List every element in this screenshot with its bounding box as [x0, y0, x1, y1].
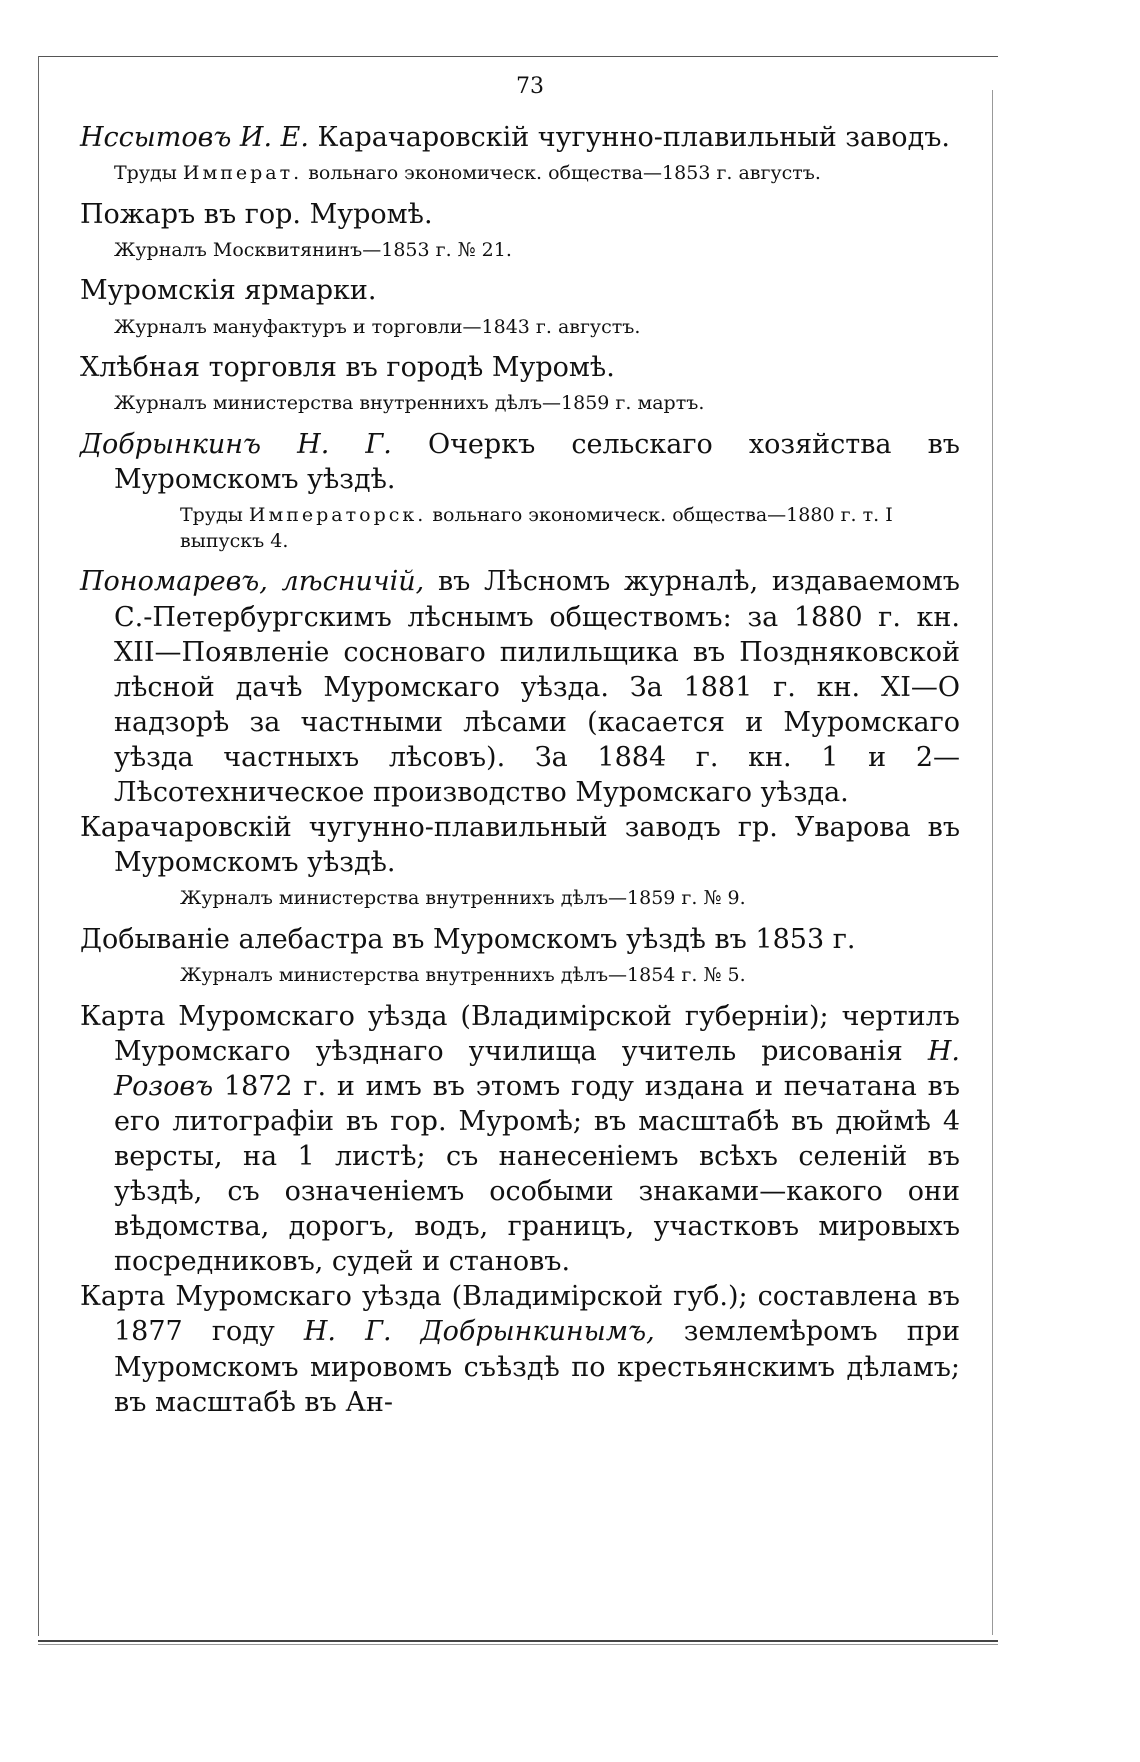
frame-top-rule — [38, 56, 998, 57]
entry-title: Карачаровскій чугунно-плавильный заводъ. — [308, 122, 950, 153]
entry-1 — [80, 120, 960, 187]
frame-bottom-rule — [38, 1640, 998, 1642]
entry-10 — [80, 1279, 960, 1419]
entry-text: 1872 г. и имъ въ этомъ году издана и печатана въ его литографіи въ гор. Муромѣ; въ масштабѣ въ дюймѣ 4 версты, на 1 листѣ; съ нанесеніемъ всѣхъ селеній въ уѣздѣ, съ означеніемъ особыми знаками—какого они вѣдомства, дорогъ, водъ, границъ, участковъ мировыхъ посредниковъ, судей и становъ. — [114, 1070, 960, 1278]
entry-3 — [80, 273, 960, 340]
source-text: вольнаго экономическ. общества—1853 г. августъ. — [302, 162, 821, 185]
entry-author: Нсcытовъ И. Е. — [80, 122, 309, 153]
entry-source — [114, 161, 960, 187]
source-text: Труды — [180, 504, 249, 527]
source-text: вольнаго экономическ. общества—1880 г. т. I выпускъ 4. — [180, 504, 893, 552]
entry-source — [180, 503, 960, 554]
entry-title: Добываніе алебастра въ Муромскомъ уѣздѣ въ 1853 г. — [80, 923, 856, 955]
entry-title: Очеркъ сельскаго хозяйства въ Муромскомъ уѣздѣ. — [114, 428, 960, 496]
entry-paragraph — [80, 1279, 960, 1419]
entry-paragraph — [80, 999, 960, 1280]
entry-text: землемѣромъ при Муромскомъ мировомъ съѣздѣ по крестьянскимъ дѣламъ; въ масштабѣ въ Ан- — [114, 1316, 961, 1418]
entry-text: въ Лѣсномъ журналѣ, издаваемомъ С.-Петербургскимъ лѣснымъ обществомъ: за 1880 г. кн. XII—Появленіе сосноваго пилильщика въ Поздняковской лѣсной дачѣ Муромскаго уѣзда. За 1881 г. кн. XI—О надзорѣ за частными лѣсами (касается и Муромскаго уѣзда частныхъ лѣсовъ). За 1884 г. кн. 1 и 2—Лѣсотехническое производство Муромскаго уѣзда. — [114, 566, 960, 808]
entry-6 — [80, 564, 960, 810]
entry-text: Карта Муромскаго уѣзда (Владимірской губ.); составлена въ 1877 году — [80, 1281, 960, 1348]
entry-author: Добрынкинъ Н. Г. — [80, 428, 392, 460]
entry-source: Журналъ министерства внутреннихъ дѣлъ—1859 г. № 9. — [180, 887, 746, 910]
entry-title: Муромскія ярмарки. — [80, 275, 377, 307]
entry-9 — [80, 999, 960, 1280]
entry-author: Н. Розовъ — [114, 1035, 960, 1102]
entry-author: Н. Г. Добрынкинымъ, — [303, 1316, 655, 1348]
entry-5 — [80, 427, 960, 554]
entry-source: Журналъ министерства внутреннихъ дѣлъ—1854 г. № 5. — [180, 963, 746, 986]
entry-heading — [80, 427, 960, 497]
entry-text: Карта Муромскаго уѣзда (Владимірской губерніи); чертилъ Муромскаго уѣзднаго училища учитель рисованія — [80, 1000, 960, 1067]
frame-bottom-rule-thin — [38, 1644, 998, 1645]
entry-8 — [80, 922, 960, 989]
entry-author: Пономаревъ, лѣсничій, — [80, 566, 425, 598]
entry-4 — [80, 350, 960, 417]
entry-source: Журналъ Москвитянинъ—1853 г. № 21. — [114, 238, 512, 261]
source-spaced-text: Императ. — [182, 162, 303, 185]
entry-7 — [80, 810, 960, 912]
entry-title: Хлѣбная торговля въ городѣ Муромѣ. — [80, 352, 615, 384]
bibliography-list — [80, 120, 960, 1420]
entry-title: Пожаръ въ гор. Муромѣ. — [80, 198, 433, 230]
frame-left-rule — [38, 56, 39, 1636]
entry-title: Карачаровскій чугунно-плавильный заводъ гр. Уварова въ Муромскомъ уѣздѣ. — [80, 812, 960, 879]
page-number: 73 — [516, 74, 544, 99]
entry-source: Журналъ мануфактуръ и торговли—1843 г. августъ. — [114, 315, 641, 338]
entry-source: Журналъ министерства внутреннихъ дѣлъ—1859 г. мартъ. — [114, 392, 705, 415]
source-text: Труды — [114, 162, 183, 185]
entry-heading — [80, 120, 960, 155]
source-spaced-text: Императорск. — [248, 504, 427, 527]
entry-paragraph — [80, 564, 960, 810]
entry-2 — [80, 197, 960, 264]
frame-right-rule — [992, 90, 993, 1635]
